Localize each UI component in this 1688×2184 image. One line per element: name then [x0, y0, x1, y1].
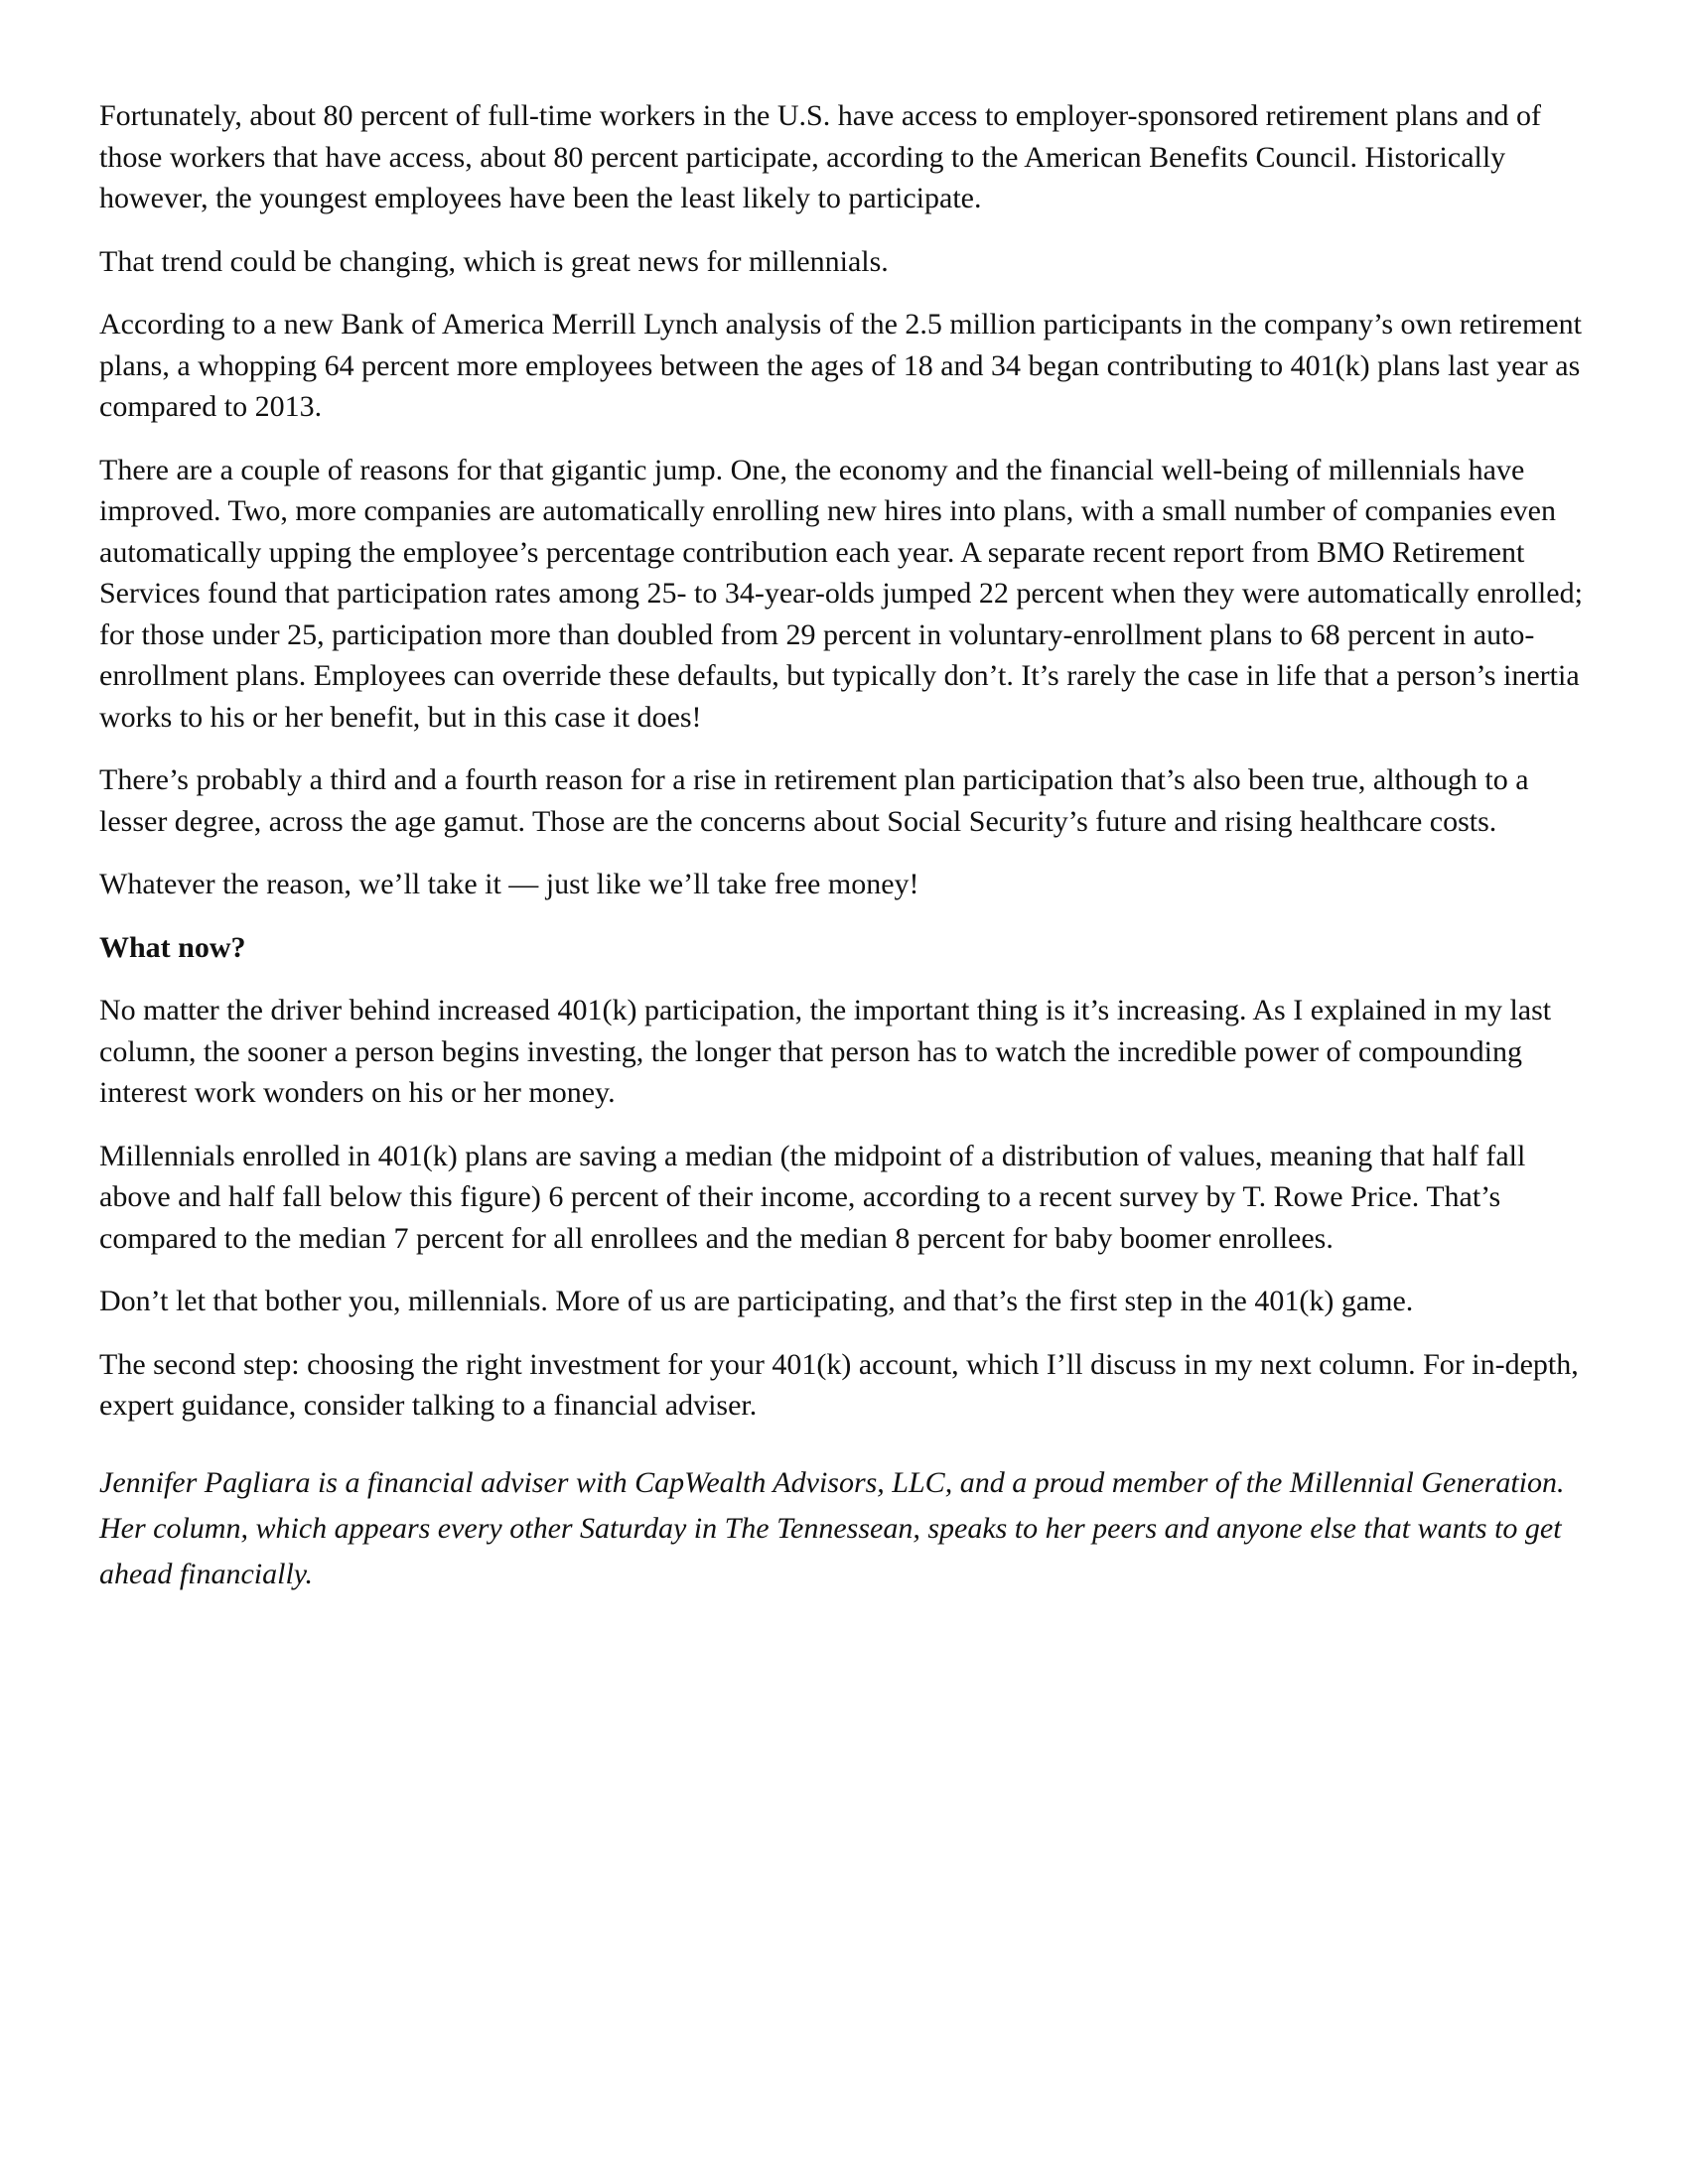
paragraph-third-fourth-reason: There’s probably a third and a fourth reason for a rise in retirement plan participation that’s also been true, although to a lesser degree, across the age gamut. Those are the concerns about Social Security’s future and rising healthcare costs. [99, 763, 1529, 838]
paragraph-participation-increasing: No matter the driver behind increased 401(k) participation, the important thing is it’s increasing. As I explained in my last column, the sooner a person begins investing, the longer that person has to watch the incredible power of compounding interest work wonders on his or her money. [99, 994, 1552, 1109]
paragraph-second-step: The second step: choosing the right investment for your 401(k) account, which I’ll discuss in my next column. For in-depth, expert guidance, consider talking to a financial adviser. [99, 1347, 1579, 1422]
paragraph-trend-changing: That trend could be changing, which is great news for millennials. [99, 244, 889, 278]
paragraph-employer-plans: Fortunately, about 80 percent of full-time workers in the U.S. have access to employer-sponsored retirement plans and of those workers that have access, about 80 percent participate, according to the American Benefits Council. Historically however, the youngest employees have been the least likely to participate. [99, 99, 1542, 214]
paragraph-median-savings: Millennials enrolled in 401(k) plans are saving a median (the midpoint of a distribution of values, meaning that half fall above and half fall below this figure) 6 percent of their income, according to a recent survey by T. Rowe Price. That’s compared to the median 7 percent for all enrollees and the median 8 percent for baby boomer enrollees. [99, 1139, 1526, 1255]
paragraph-first-step: Don’t let that bother you, millennials. More of us are participating, and that’s the first step in the 401(k) game. [99, 1285, 1414, 1317]
paragraph-reasons-for-jump: There are a couple of reasons for that gigantic jump. One, the economy and the financial well-being of millennials have improved. Two, more companies are automatically enrolling new hires into plans, with a small number of companies even automatically upping the employee’s percentage contribution each year. A separate recent report from BMO Retirement Services found that participation rates among 25- to 34-year-olds jumped 22 percent when they were automatically enrolled; for those under 25, participation more than doubled from 29 percent in voluntary-enrollment plans to 68 percent in auto-enrollment plans. Employees can override these defaults, but typically don’t. It’s rarely the case in life that a person’s inertia works to his or her benefit, but in this case it does! [99, 453, 1583, 734]
paragraph-merrill-lynch-analysis: According to a new Bank of America Merrill Lynch analysis of the 2.5 million participants in the company’s own retirement plans, a whopping 64 percent more employees between the ages of 18 and 34 began contributing to 401(k) plans last year as compared to 2013. [99, 308, 1582, 423]
article-page [99, 95, 1589, 1619]
paragraph-whatever-the-reason: Whatever the reason, we’ll take it — just like we’ll take free money! [99, 868, 919, 900]
section-heading-what-now: What now? [99, 930, 246, 964]
author-bio: Jennifer Pagliara is a financial adviser with CapWealth Advisors, LLC, and a proud member of the Millennial Generation. Her column, which appears every other Saturday in The Tennessean, speaks to her peers and anyone else that wants to get ahead financially. [99, 1465, 1565, 1590]
